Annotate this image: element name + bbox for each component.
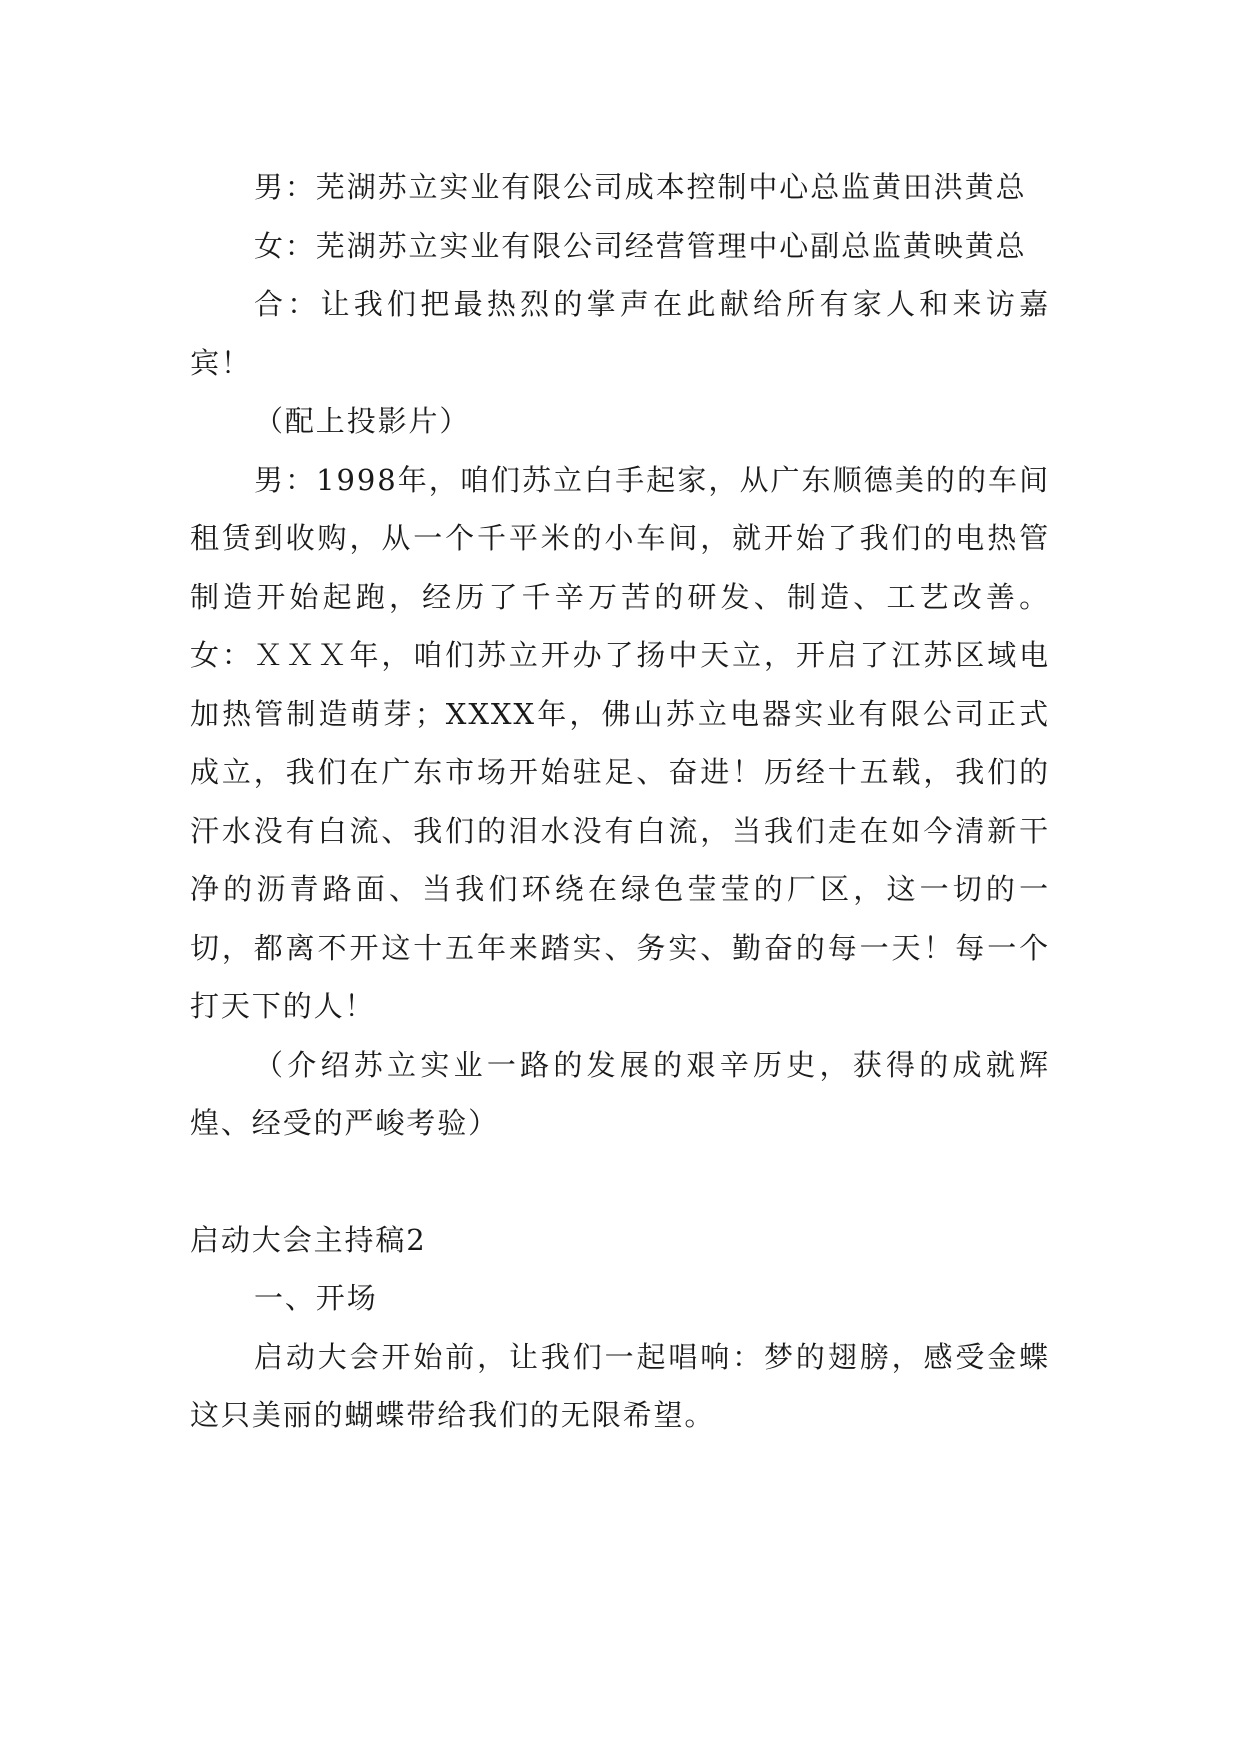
- paragraph-history-note: （介绍苏立实业一路的发展的艰辛历史，获得的成就辉煌、经受的严峻考验）: [190, 1047, 1050, 1140]
- paragraph-female-host-intro: 女：芜湖苏立实业有限公司经营管理中心副总监黄映黄总: [254, 228, 1027, 263]
- paragraph-slide-note: （配上投影片）: [254, 404, 471, 438]
- paragraph-opening-song: 启动大会开始前，让我们一起唱响：梦的翅膀，感受金蝶这只美丽的蝴蝶带给我们的无限希望。: [190, 1339, 1050, 1432]
- paragraph-company-history: 男：1998年，咱们苏立白手起家，从广东顺德美的的车间租赁到收购，从一个千平米的小车间，就开始了我们的电热管制造开始起跑，经历了千辛万苦的研发、制造、工艺改善。 女：ＸＸＸ年，咱们苏立开办了扬中天立，开启了江苏区域电加热管制造萌芽；XXXX年，佛山苏立电器实业有限公司正式成立，我们在广东市场开始驻足、奋进！历经十五载，我们的汗水没有白流、我们的泪水没有白流，当我们走在如今清新干净的沥青路面、当我们环绕在绿色莹莹的厂区，这一切的一切，都离不开这十五年来踏实、务实、勤奋的每一天！每一个打天下的人！: [190, 462, 1050, 1023]
- paragraph-joint-welcome: 合：让我们把最热烈的掌声在此献给所有家人和来访嘉宾！: [190, 287, 1050, 380]
- section-title: 启动大会主持稿2: [190, 1222, 427, 1257]
- document-page: [190, 158, 1050, 1445]
- paragraph-male-host-intro: 男：芜湖苏立实业有限公司成本控制中心总监黄田洪黄总: [254, 170, 1027, 204]
- section-item-opening: 一、开场: [254, 1281, 378, 1315]
